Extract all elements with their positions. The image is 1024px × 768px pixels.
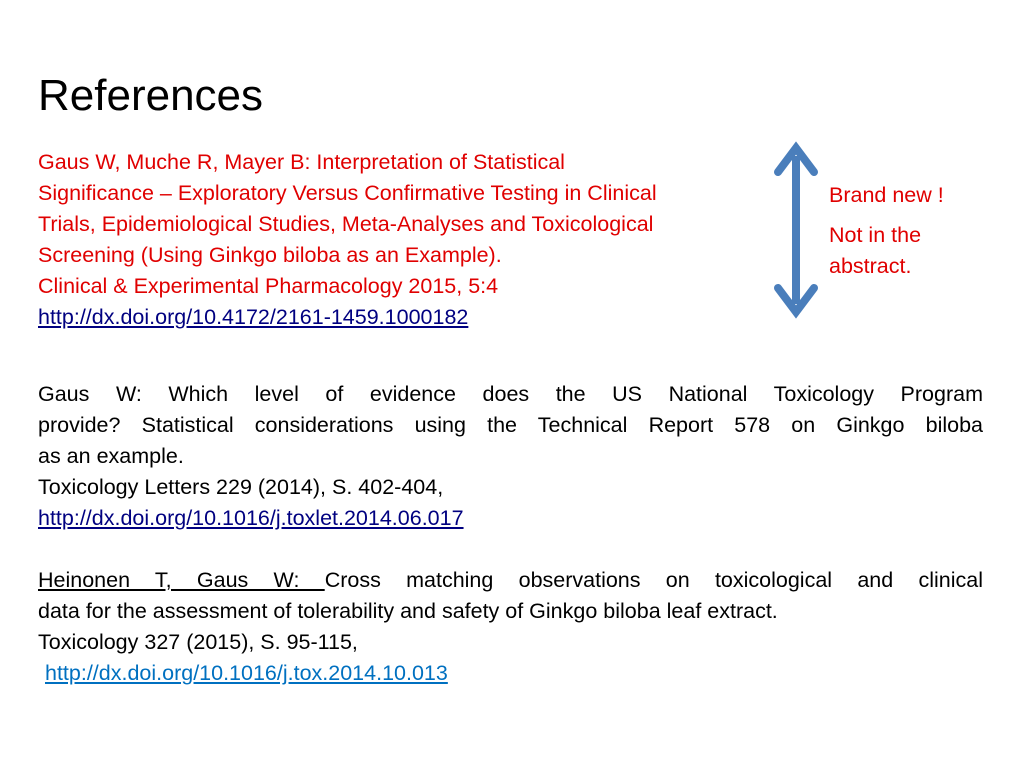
reference-1-doi-link[interactable]: http://dx.doi.org/10.4172/2161-1459.1000182	[38, 305, 469, 329]
reference-2	[38, 379, 983, 534]
not-in-abstract-note: Not in the abstract.	[829, 223, 922, 278]
reference-1-line-2: Significance – Exploratory Versus Confirmative Testing in Clinical	[38, 181, 657, 205]
reference-3-line-1	[38, 565, 983, 596]
reference-1-line-3: Trials, Epidemiological Studies, Meta-Analyses and Toxicological	[38, 212, 654, 236]
reference-2-line-2: provide? Statistical considerations using the Technical Report 578 on Ginkgo biloba	[38, 413, 983, 437]
reference-2-doi-link[interactable]: http://dx.doi.org/10.1016/j.toxlet.2014.06.017	[38, 506, 464, 530]
reference-2-journal: Toxicology Letters 229 (2014), S. 402-404,	[38, 475, 444, 499]
reference-3	[38, 565, 983, 689]
reference-1-journal: Clinical & Experimental Pharmacology 2015, 5:4	[38, 274, 499, 298]
reference-3-doi-link[interactable]: http://dx.doi.org/10.1016/j.tox.2014.10.013	[45, 661, 448, 685]
slide-title: References	[38, 71, 264, 120]
reference-3-line-2: data for the assessment of tolerability and safety of Ginkgo biloba leaf extract.	[38, 599, 778, 623]
double-headed-arrow-icon	[770, 138, 822, 322]
reference-3-authors: Heinonen T, Gaus W:	[38, 568, 325, 592]
reference-1-line-1: Gaus W, Muche R, Mayer B: Interpretation of Statistical	[38, 150, 565, 174]
reference-1	[38, 147, 798, 333]
reference-1-line-4: Screening (Using Ginkgo biloba as an Example).	[38, 243, 502, 267]
brand-new-note: Brand new !	[829, 183, 944, 207]
reference-3-journal: Toxicology 327 (2015), S. 95-115,	[38, 630, 358, 654]
reference-2-line-1: Gaus W: Which level of evidence does the US National Toxicology Program	[38, 382, 983, 406]
reference-2-line-3: as an example.	[38, 444, 184, 468]
reference-3-title-start: Cross matching observations on toxicological and clinical	[324, 568, 983, 592]
